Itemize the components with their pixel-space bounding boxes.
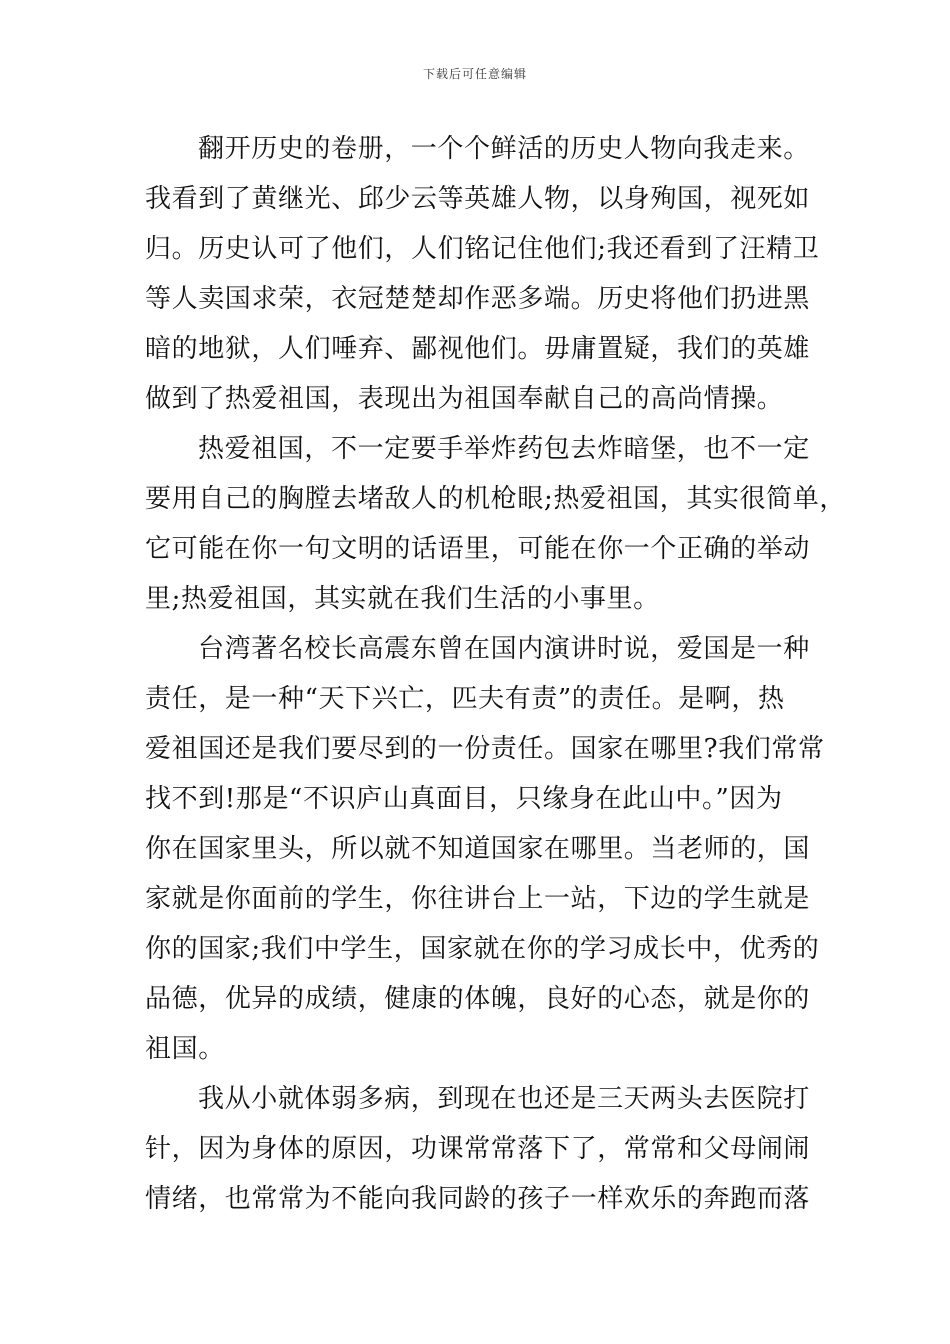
text-line: 归。历史认可了他们，人们铭记住他们;我还看到了汪精卫 [145,234,820,264]
text-line: 家就是你面前的学生，你往讲台上一站，下边的学生就是 [145,884,811,914]
text-line: 你在国家里头，所以就不知道国家在哪里。当老师的，国 [145,834,811,864]
text-line: 暗的地狱，人们唾弃、鄙视他们。毋庸置疑，我们的英雄 [145,334,811,364]
text-line: 品德，优异的成绩，健康的体魄，良好的心态，就是你的 [145,984,811,1014]
document-body [145,124,846,1224]
text-line: 等人卖国求荣，衣冠楚楚却作恶多端。历史将他们扔进黑 [145,284,811,314]
text-line: 里;热爱祖国，其实就在我们生活的小事里。 [145,584,660,614]
text-line: 祖国。 [145,1034,225,1064]
text-line: 找不到!那是“不识庐山真面目，只缘身在此山中。”因为 [145,784,783,814]
page-header: 下载后可任意编辑 [422,67,527,81]
text-line: 责任，是一种“天下兴亡，匹夫有责”的责任。是啊，热 [145,684,785,714]
text-line: 翻开历史的卷册，一个个鲜活的历史人物向我走来。 [198,134,810,164]
text-line: 热爱祖国，不一定要手举炸药包去炸暗堡，也不一定 [198,434,810,464]
text-line: 台湾著名校长高震东曾在国内演讲时说，爱国是一种 [198,634,810,664]
text-line: 你的国家;我们中学生，国家就在你的学习成长中，优秀的 [145,934,820,964]
text-line: 情绪，也常常为不能向我同龄的孩子一样欢乐的奔跑而落 [145,1184,811,1214]
text-line: 爱祖国还是我们要尽到的一份责任。国家在哪里?我们常常 [145,734,825,764]
text-line: 针，因为身体的原因，功课常常落下了，常常和父母闹闹 [145,1134,811,1164]
text-line: 我看到了黄继光、邱少云等英雄人物，以身殉国，视死如 [145,184,811,214]
text-line: 做到了热爱祖国，表现出为祖国奉献自己的高尚情操。 [145,384,784,414]
text-line: 要用自己的胸膛去堵敌人的机枪眼;热爱祖国，其实很简单， [145,484,846,514]
text-line: 它可能在你一句文明的话语里，可能在你一个正确的举动 [145,534,811,564]
text-line: 我从小就体弱多病，到现在也还是三天两头去医院打 [198,1084,810,1114]
